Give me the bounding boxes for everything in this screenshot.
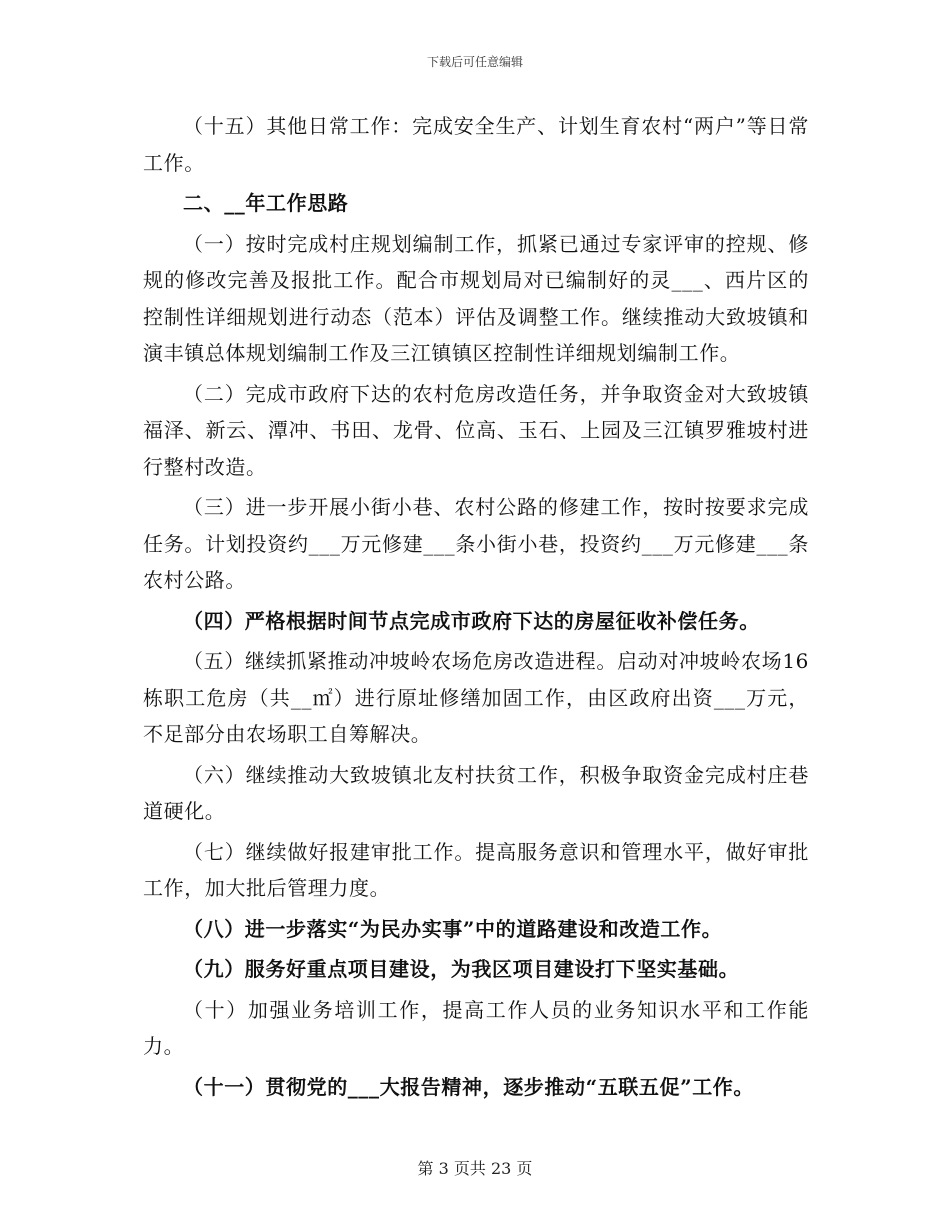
paragraph-plan-2: （二）完成市政府下达的农村危房改造任务，并争取资金对大致坡镇福泽、新云、潭冲、书田、龙骨、位高、玉石、上园及三江镇罗雅坡村进行整村改造。 bbox=[143, 381, 809, 479]
paragraph-plan-3: （三）进一步开展小街小巷、农村公路的修建工作，按时按要求完成任务。计划投资约___万元修建___条小街小巷，投资约___万元修建___条农村公路。 bbox=[143, 495, 809, 592]
paragraph-plan-5: （五）继续抓紧推动冲坡岭农场危房改造进程。启动对冲坡岭农场16栋职工危房（共__㎡）进行原址修缮加固工作，由区政府出资___万元，不足部分由农场职工自筹解决。 bbox=[143, 649, 809, 746]
paragraph-work-15: （十五）其他日常工作：完成安全生产、计划生育农村“两户”等日常工作。 bbox=[143, 114, 809, 175]
paragraph-plan-7: （七）继续做好报建审批工作。提高服务意识和管理水平，做好审批工作，加大批后管理力度。 bbox=[143, 839, 809, 900]
paragraph-plan-1: （一）按时完成村庄规划编制工作，抓紧已通过专家评审的控规、修规的修改完善及报批工作。配合市规划局对已编制好的灵___、西片区的控制性详细规划进行动态（范本）评估及调整工作。继续推动大致坡镇和演丰镇总体规划编制工作及三江镇镇区控制性详细规划编制工作。 bbox=[143, 231, 809, 365]
paragraph-plan-8: （八）进一步落实“为民办实事”中的道路建设和改造工作。 bbox=[183, 916, 723, 941]
paragraph-plan-10: （十）加强业务培训工作，提高工作人员的业务知识水平和工作能力。 bbox=[143, 997, 809, 1058]
paragraph-plan-11: （十一）贯彻党的___大报告精神，逐步推动“五联五促”工作。 bbox=[183, 1074, 755, 1099]
section-heading-work-plan: 二、__年工作思路 bbox=[183, 191, 349, 215]
page-number-footer: 第 3 页共 23 页 bbox=[417, 1159, 533, 1178]
document-body bbox=[143, 108, 809, 1109]
page-header: 下载后可任意编辑 bbox=[426, 55, 523, 69]
paragraph-plan-6: （六）继续推动大致坡镇北友村扶贫工作，积极争取资金完成村庄巷道硬化。 bbox=[143, 762, 809, 823]
paragraph-plan-9: （九）服务好重点项目建设，为我区项目建设打下坚实基础。 bbox=[183, 957, 740, 981]
paragraph-plan-4: （四）严格根据时间节点完成市政府下达的房屋征收补偿任务。 bbox=[183, 608, 760, 633]
